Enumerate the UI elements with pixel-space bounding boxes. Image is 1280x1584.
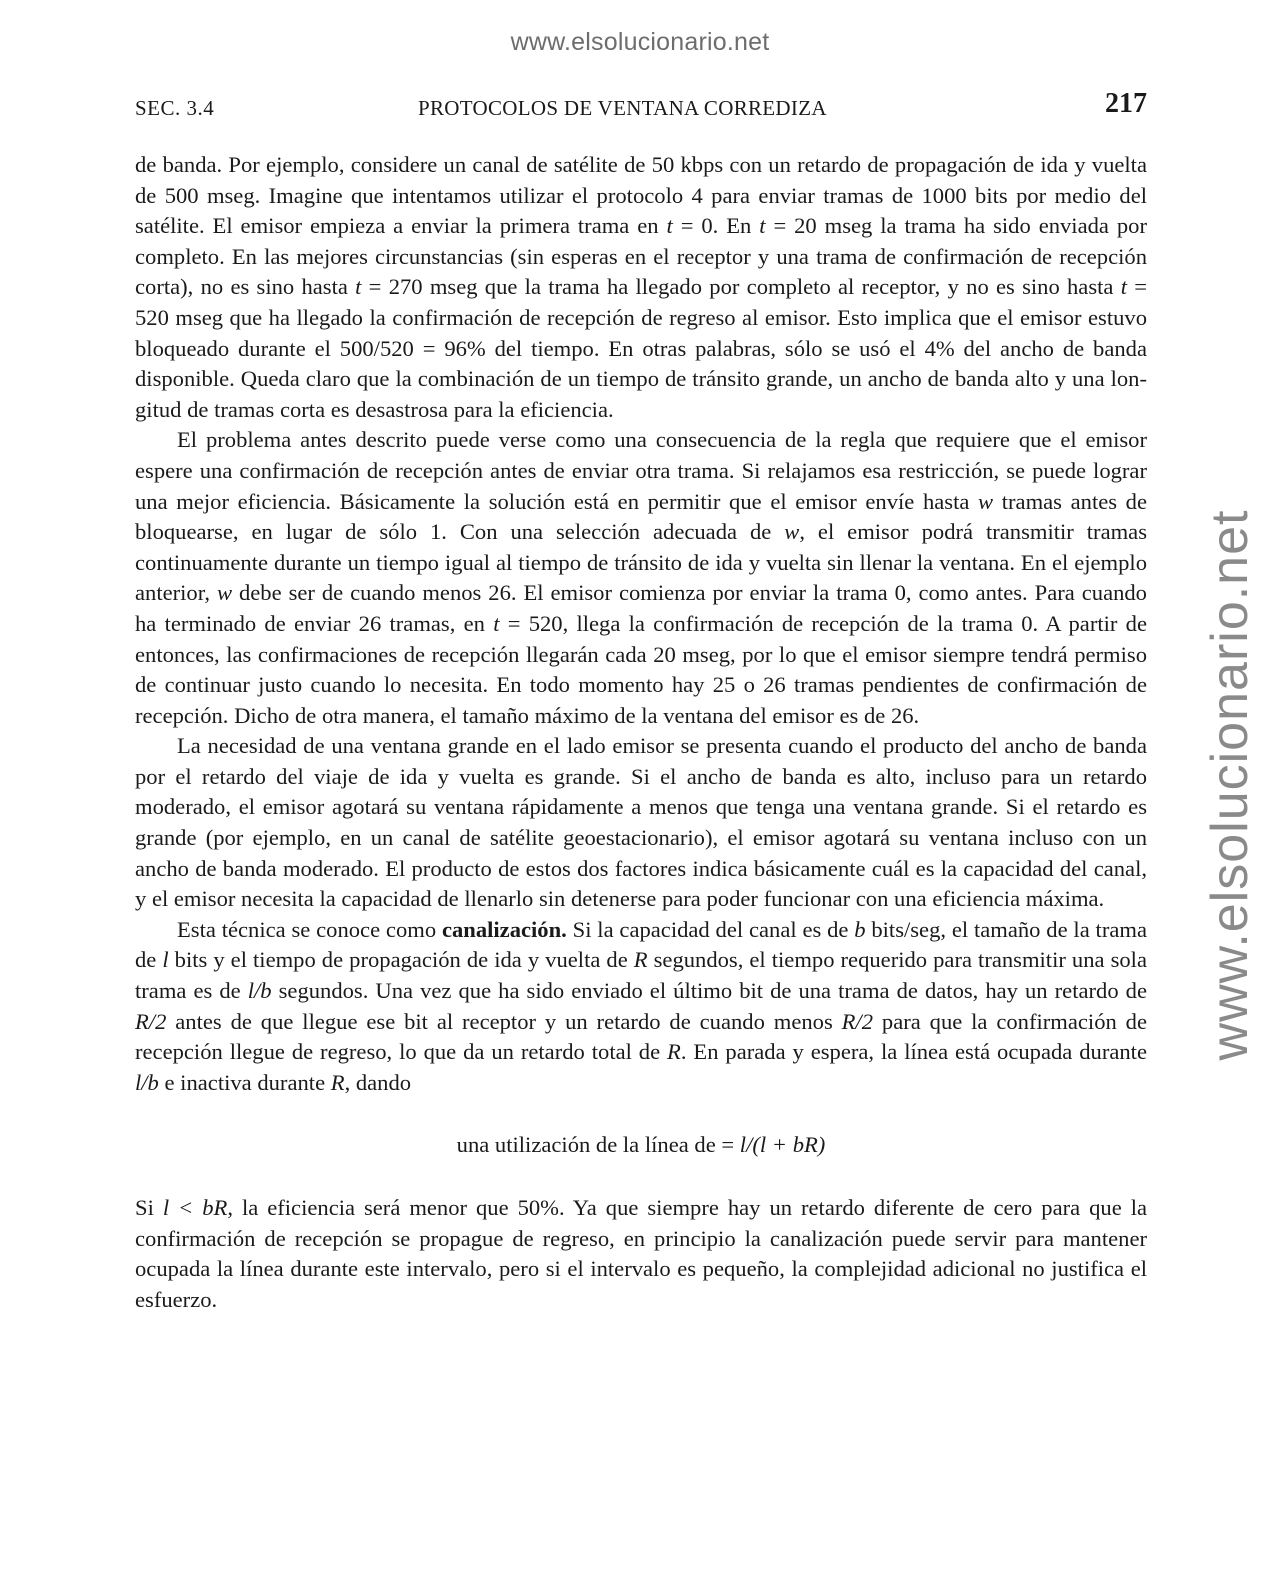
- utilization-formula: [135, 1130, 1147, 1161]
- text-run: Si la capacidad del canal es de: [566, 916, 855, 942]
- variable-l-over-b: l/b: [247, 978, 272, 1004]
- text-run: antes de que llegue ese bit al receptor y un retardo de cuando menos: [166, 1008, 842, 1034]
- variable-t: t: [493, 610, 500, 636]
- variable-t: t: [355, 274, 362, 300]
- text-run: = 520 mseg que ha llegado la confirmación de recepción de regreso al emisor. Esto implica que el emisor estuvo bloqueado durante el 500/520 = 96% del tiempo. En otras palabras, sólo se usó el 4% del ancho de banda disponible. Queda claro que la combinación de un tiempo de tránsito grande, un ancho de banda alto y una longitud de tramas corta es desastrosa para la eficiencia.: [135, 274, 1147, 422]
- watermark-top: www.elsolucionario.net: [510, 28, 770, 56]
- text-run: . En parada y espera, la línea está ocupada durante: [680, 1039, 1147, 1065]
- page-number: 217: [1105, 88, 1147, 119]
- body-text: [135, 150, 1147, 1315]
- section-label: SEC. 3.4: [135, 96, 215, 120]
- running-title: PROTOCOLOS DE VENTANA CORREDIZA: [418, 96, 827, 120]
- variable-b: b: [854, 916, 866, 942]
- variable-w: w: [978, 488, 994, 514]
- text-run: = 270 mseg que la trama ha llegado por completo al receptor, y no es sino hasta: [361, 274, 1121, 300]
- text-run: para que la confirmación de recepción llegue de regreso, lo que da un retardo total de: [135, 1008, 1148, 1065]
- text-run: de banda. Por ejemplo, considere un canal de satélite de 50 kbps con un retardo de propagación de ida y vuelta de 500 mseg. Imagine que intentamos utilizar el protocolo 4 para enviar tramas de 1000 bits por medio del satélite. El emisor empieza a enviar la primera trama en: [135, 152, 1147, 239]
- text-run: El problema antes descrito puede verse como una consecuencia de la regla que requiere que el emisor espere una confirmación de recepción antes de enviar otra trama. Si relajamos esa restricción, se puede lograr una mejor eficiencia. Básicamente la solución está en permitir que el emisor envíe hasta: [135, 427, 1147, 514]
- paragraph-4: [135, 915, 1147, 1099]
- watermark-side-text: www.elsolucionario.net: [1201, 509, 1259, 1061]
- text-run: Esta técnica se conoce como: [177, 916, 442, 942]
- formula-label: una utilización de la línea de =: [456, 1132, 740, 1158]
- variable-w: w: [784, 519, 800, 545]
- text-run: , dando: [344, 1069, 412, 1095]
- text-run: = 0. En: [672, 213, 760, 239]
- text-run: segundos. Una vez que ha sido enviado el último bit de una trama de datos, hay un retardo de: [271, 978, 1147, 1004]
- formula-expression: l/(l + bR): [739, 1132, 826, 1158]
- variable-w: w: [216, 580, 233, 606]
- text-run: , el emisor podrá transmitir tramas continuamente durante un tiempo igual al tiempo de tránsito de ida y vuelta sin llenar la ventana. En el ejemplo anterior,: [135, 519, 1147, 606]
- text-run: bits y el tiempo de propagación de ida y vuelta de: [168, 947, 634, 973]
- variable-t: t: [759, 213, 766, 239]
- variable-r-half: R/2: [135, 1008, 167, 1034]
- text-run: , la eficiencia será menor que 50%. Ya que siempre hay un retardo diferente de cero para que la confirmación de recepción se propague de regreso, en principio la canalización puede servir para mantener ocupada la línea durante este intervalo, pero si el intervalo es pequeño, la complejidad adicional no justifica el esfuerzo.: [135, 1195, 1148, 1312]
- paragraph-5: [135, 1193, 1147, 1315]
- text-run: = 20 mseg la trama ha sido enviada por completo. En las mejores circunstancias (sin esperas en el receptor y una trama de confirmación de recepción corta), no es sino hasta: [135, 213, 1147, 300]
- variable-l-over-b: l/b: [135, 1069, 159, 1095]
- paragraph-3: La necesidad de una ventana grande en el lado emisor se presenta cuando el producto del ancho de banda por el retardo del viaje de ida y vuelta es grande. Si el ancho de banda es alto, incluso para un retardo moderado, el emisor agotará su ventana rápidamente a menos que tenga una ventana grande. Si el retardo es grande (por ejemplo, en un canal de satélite geoestacionario), el emisor agotará su ventana incluso con un ancho de banda moderado. El producto de estos dos factores indica básicamente cuál es la capacidad del canal, y el emisor necesita la capacidad de llenarlo sin detenerse para poder funcionar con una eficiencia máxima.: [135, 733, 1147, 912]
- text-run: = 520, llega la confirmación de recepción de la trama 0. A partir de entonces, las confirmaciones de recepción llegarán cada 20 mseg, por lo que el emisor siempre tendrá permiso de continuar justo cuando lo necesita. En todo momento hay 25 o 26 tramas pendientes de confirmación de recepción. Dicho de otra manera, el tamaño máximo de la ventana del emisor es de 26.: [135, 610, 1147, 728]
- variable-r: R: [633, 947, 648, 973]
- running-head: [135, 88, 1147, 124]
- paragraph-1: [135, 150, 1147, 425]
- text-run: debe ser de cuando menos 26. El emisor comienza por enviar la trama 0, como antes. Para cuando ha terminado de enviar 26 tramas, en: [135, 580, 1147, 636]
- text-run: bits/seg, el tamaño de la trama de: [135, 916, 1147, 973]
- variable-r-half: R/2: [841, 1008, 874, 1034]
- variable-t: t: [666, 213, 673, 239]
- text-run: tramas antes de bloquearse, en lugar de sólo 1. Con una selección adecuada de: [135, 488, 1148, 545]
- variable-t: t: [1120, 274, 1127, 300]
- key-term: canalización.: [441, 916, 567, 942]
- text-run: e inactiva durante: [158, 1069, 331, 1095]
- paragraph-2: [135, 425, 1147, 731]
- variable-r: R: [330, 1069, 345, 1095]
- text-run: segundos, el tiempo requerido para transmitir una sola trama es de: [135, 947, 1147, 1004]
- condition-expression: l < bR: [162, 1195, 228, 1220]
- variable-l: l: [162, 947, 169, 973]
- variable-r: R: [667, 1039, 681, 1065]
- text-run: Si: [135, 1195, 163, 1220]
